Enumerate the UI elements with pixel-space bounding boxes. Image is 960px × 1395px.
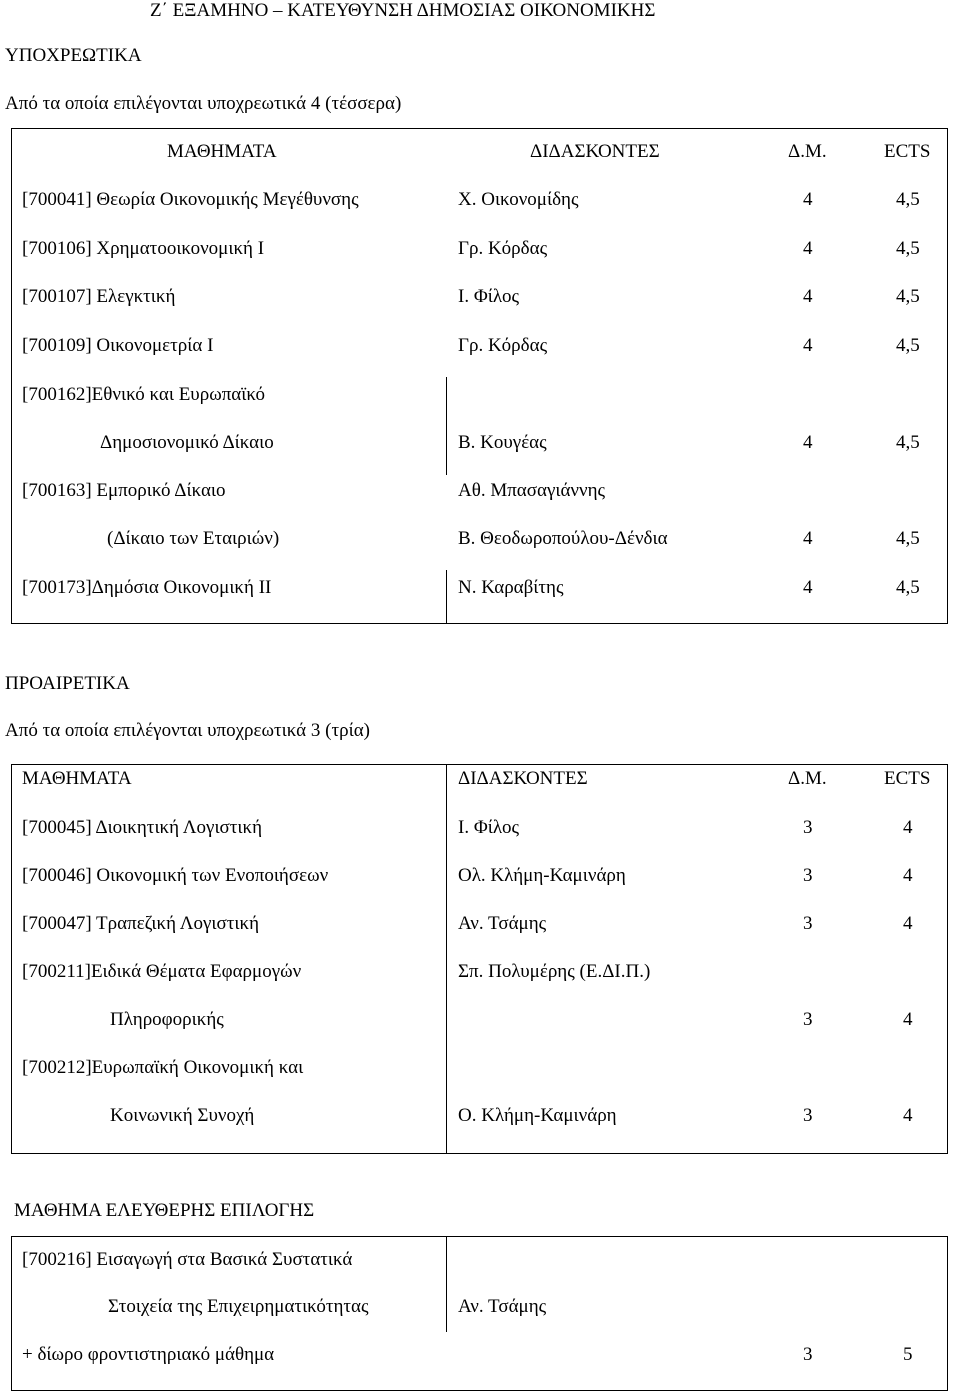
course-ects: 4,5 [896, 335, 920, 356]
course-dm: 3 [803, 1009, 813, 1030]
course-dm: 3 [803, 865, 813, 886]
course-dm: 4 [803, 335, 813, 356]
teacher-name: Αν. Τσάμης [458, 913, 547, 934]
teacher-name: Ν. Καραβίτης [458, 577, 564, 598]
course-ects: 4,5 [896, 238, 920, 259]
column-header-teachers: ΔΙΔΑΣΚΟΝΤΕΣ [458, 768, 588, 789]
column-header-ects: ECTS [884, 141, 931, 162]
teacher-name: Ολ. Κλήμη-Καμινάρη [458, 865, 626, 886]
table-divider [446, 570, 447, 624]
course-dm: 3 [803, 817, 813, 838]
teacher-name: Γρ. Κόρδας [458, 238, 548, 259]
course-ects: 4,5 [896, 286, 920, 307]
course-name: [700163] Εμπορικό Δίκαιο [22, 480, 226, 501]
section-heading-compulsory: ΥΠΟΧΡΕΩΤΙΚΑ [5, 45, 142, 66]
teacher-name: Β. Κουγέας [458, 432, 547, 453]
course-name: [700046] Οικονομική των Ενοποιήσεων [22, 865, 329, 886]
course-ects: 4,5 [896, 432, 920, 453]
table-divider [446, 764, 447, 1154]
table-divider [446, 1236, 447, 1332]
course-name: [700045] Διοικητική Λογιστική [22, 817, 263, 838]
section-note-compulsory: Από τα οποία επιλέγονται υποχρεωτικά 4 (τέσσερα) [5, 93, 402, 114]
course-name: [700216] Εισαγωγή στα Βασικά Συστατικά [22, 1249, 353, 1270]
teacher-name: Σπ. Πολυμέρης (Ε.ΔΙ.Π.) [458, 961, 651, 982]
course-ects: 4,5 [896, 577, 920, 598]
course-ects: 4 [903, 1009, 913, 1030]
page-title: Ζ΄ ΕΞΑΜΗΝΟ – ΚΑΤΕΥΘΥΝΣΗ ΔΗΜΟΣΙΑΣ ΟΙΚΟΝΟΜΙΚΗΣ [150, 0, 656, 21]
course-dm: 4 [803, 528, 813, 549]
course-ects: 5 [903, 1344, 913, 1365]
course-dm: 3 [803, 913, 813, 934]
course-ects: 4 [903, 913, 913, 934]
course-name: [700047] Τραπεζική Λογιστική [22, 913, 260, 934]
section-heading-elective: ΠΡΟΑΙΡΕΤΙΚΑ [5, 673, 130, 694]
course-name-continued: Πληροφορικής [110, 1009, 224, 1030]
teacher-name: Ι. Φίλος [458, 817, 520, 838]
course-dm: 4 [803, 432, 813, 453]
course-dm: 4 [803, 286, 813, 307]
course-name-continued: Δημοσιονομικό Δίκαιο [100, 432, 274, 453]
column-header-teachers: ΔΙΔΑΣΚΟΝΤΕΣ [530, 141, 660, 162]
teacher-name: Ο. Κλήμη-Καμινάρη [458, 1105, 617, 1126]
teacher-name: Αθ. Μπασαγιάννης [458, 480, 606, 501]
teacher-name: Αν. Τσάμης [458, 1296, 547, 1317]
column-header-dm: Δ.Μ. [788, 768, 827, 789]
course-dm: 4 [803, 238, 813, 259]
column-header-course: ΜΑΘΗΜΑΤΑ [22, 768, 132, 789]
course-name: [700106] Χρηματοοικονομική Ι [22, 238, 265, 259]
course-dm: 3 [803, 1344, 813, 1365]
course-name: [700173]Δημόσια Οικονομική ΙΙ [22, 577, 272, 598]
course-ects: 4,5 [896, 189, 920, 210]
course-ects: 4 [903, 817, 913, 838]
column-header-dm: Δ.Μ. [788, 141, 827, 162]
course-name: [700109] Οικονομετρία Ι [22, 335, 214, 356]
course-name: [700162]Εθνικό και Ευρωπαϊκό [22, 384, 266, 405]
teacher-name: Χ. Οικονομίδης [458, 189, 579, 210]
column-header-ects: ECTS [884, 768, 931, 789]
section-note-elective: Από τα οποία επιλέγονται υποχρεωτικά 3 (τρία) [5, 720, 370, 741]
course-name-continued: Στοιχεία της Επιχειρηματικότητας [108, 1296, 369, 1317]
course-ects: 4,5 [896, 528, 920, 549]
course-name: [700211]Ειδικά Θέματα Εφαρμογών [22, 961, 302, 982]
course-ects: 4 [903, 865, 913, 886]
teacher-name: Β. Θεοδωροπούλου-Δένδια [458, 528, 668, 549]
course-dm: 3 [803, 1105, 813, 1126]
section-heading-free: ΜΑΘΗΜΑ ΕΛΕΥΘΕΡΗΣ ΕΠΙΛΟΓΗΣ [14, 1200, 315, 1221]
column-header-course: ΜΑΘΗΜΑΤΑ [167, 141, 277, 162]
course-ects: 4 [903, 1105, 913, 1126]
course-dm: 4 [803, 189, 813, 210]
course-dm: 4 [803, 577, 813, 598]
course-name-continued: (Δίκαιο των Εταιριών) [107, 528, 280, 549]
table-divider [446, 377, 447, 475]
course-name-continued: Κοινωνική Συνοχή [110, 1105, 255, 1126]
extra-course-label: + δίωρο φροντιστηριακό μάθημα [22, 1344, 275, 1365]
teacher-name: Γρ. Κόρδας [458, 335, 548, 356]
course-name: [700041] Θεωρία Οικονομικής Μεγέθυνσης [22, 189, 359, 210]
teacher-name: Ι. Φίλος [458, 286, 520, 307]
course-name: [700107] Ελεγκτική [22, 286, 176, 307]
course-name: [700212]Ευρωπαϊκή Οικονομική και [22, 1057, 304, 1078]
